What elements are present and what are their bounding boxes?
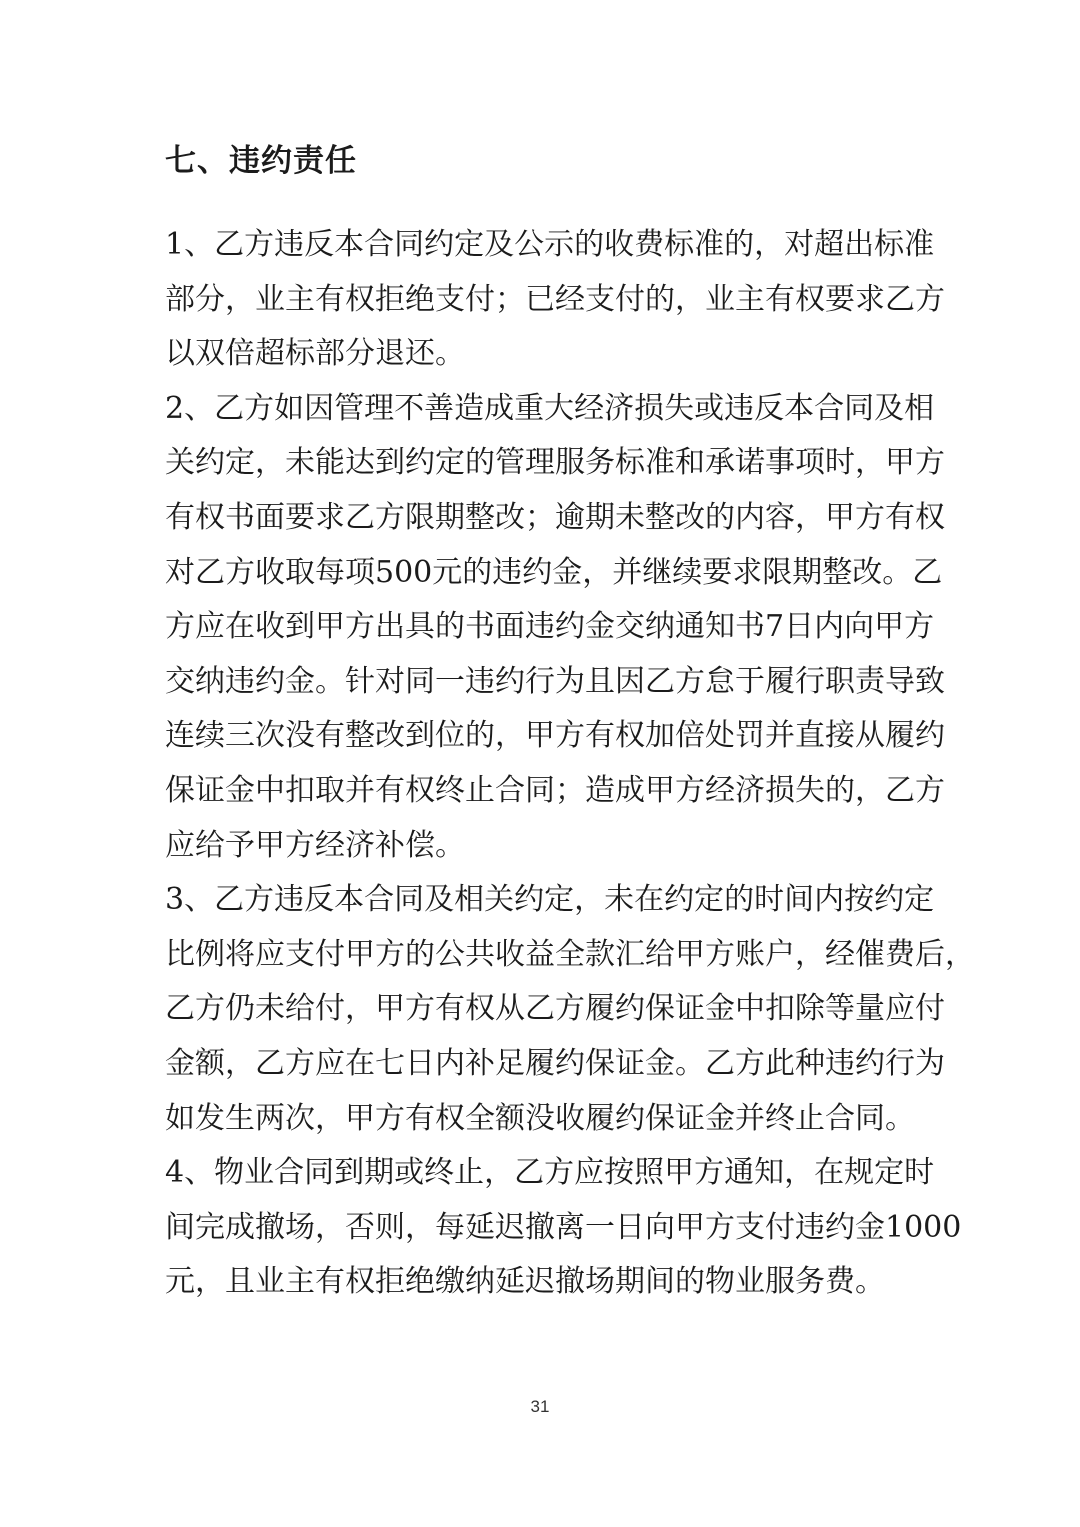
- text-line: 方应在收到甲方出具的书面违约金交纳通知书7日内向甲方: [165, 609, 935, 645]
- text-line: 1、乙方违反本合同约定及公示的收费标准的，对超出标准: [165, 227, 935, 262]
- text-line: 保证金中扣取并有权终止合同；造成甲方经济损失的，乙方: [165, 772, 945, 808]
- text-line: 关约定，未能达到约定的管理服务标准和承诺事项时，甲方: [165, 445, 945, 481]
- body-text: [165, 218, 975, 1310]
- text-line: 交纳违约金。针对同一违约行为且因乙方怠于履行职责导致: [165, 663, 945, 699]
- text-line: 元，且业主有权拒绝缴纳延迟撤场期间的物业服务费。: [165, 1264, 885, 1300]
- text-line: 乙方仍未给付，甲方有权从乙方履约保证金中扣除等量应付: [165, 991, 945, 1027]
- text-line: 2、乙方如因管理不善造成重大经济损失或违反本合同及相: [165, 390, 935, 426]
- text-line: 部分，业主有权拒绝支付；已经支付的，业主有权要求乙方: [165, 281, 945, 317]
- text-line: 连续三次没有整改到位的，甲方有权加倍处罚并直接从履约: [165, 718, 945, 754]
- text-line: 4、物业合同到期或终止，乙方应按照甲方通知，在规定时: [165, 1155, 935, 1191]
- text-line: 金额，乙方应在七日内补足履约保证金。乙方此种违约行为: [165, 1045, 945, 1081]
- text-line: 对乙方收取每项500元的违约金，并继续要求限期整改。乙: [165, 554, 943, 590]
- text-line: 3、乙方违反本合同及相关约定，未在约定的时间内按约定: [165, 882, 935, 918]
- text-line: 有权书面要求乙方限期整改；逾期未整改的内容，甲方有权: [165, 499, 945, 535]
- text-line: 应给予甲方经济补偿。: [165, 827, 465, 863]
- text-line: 比例将应支付甲方的公共收益全款汇给甲方账户，经催费后，: [165, 936, 975, 972]
- section-heading: 七、违约责任: [165, 143, 357, 179]
- text-line: 以双倍超标部分退还。: [165, 336, 465, 372]
- text-line: 如发生两次，甲方有权全额没收履约保证金并终止合同。: [165, 1100, 915, 1136]
- page-number: 31: [530, 1397, 550, 1416]
- text-line: 间完成撤场，否则，每延迟撤离一日向甲方支付违约金1000: [165, 1209, 962, 1245]
